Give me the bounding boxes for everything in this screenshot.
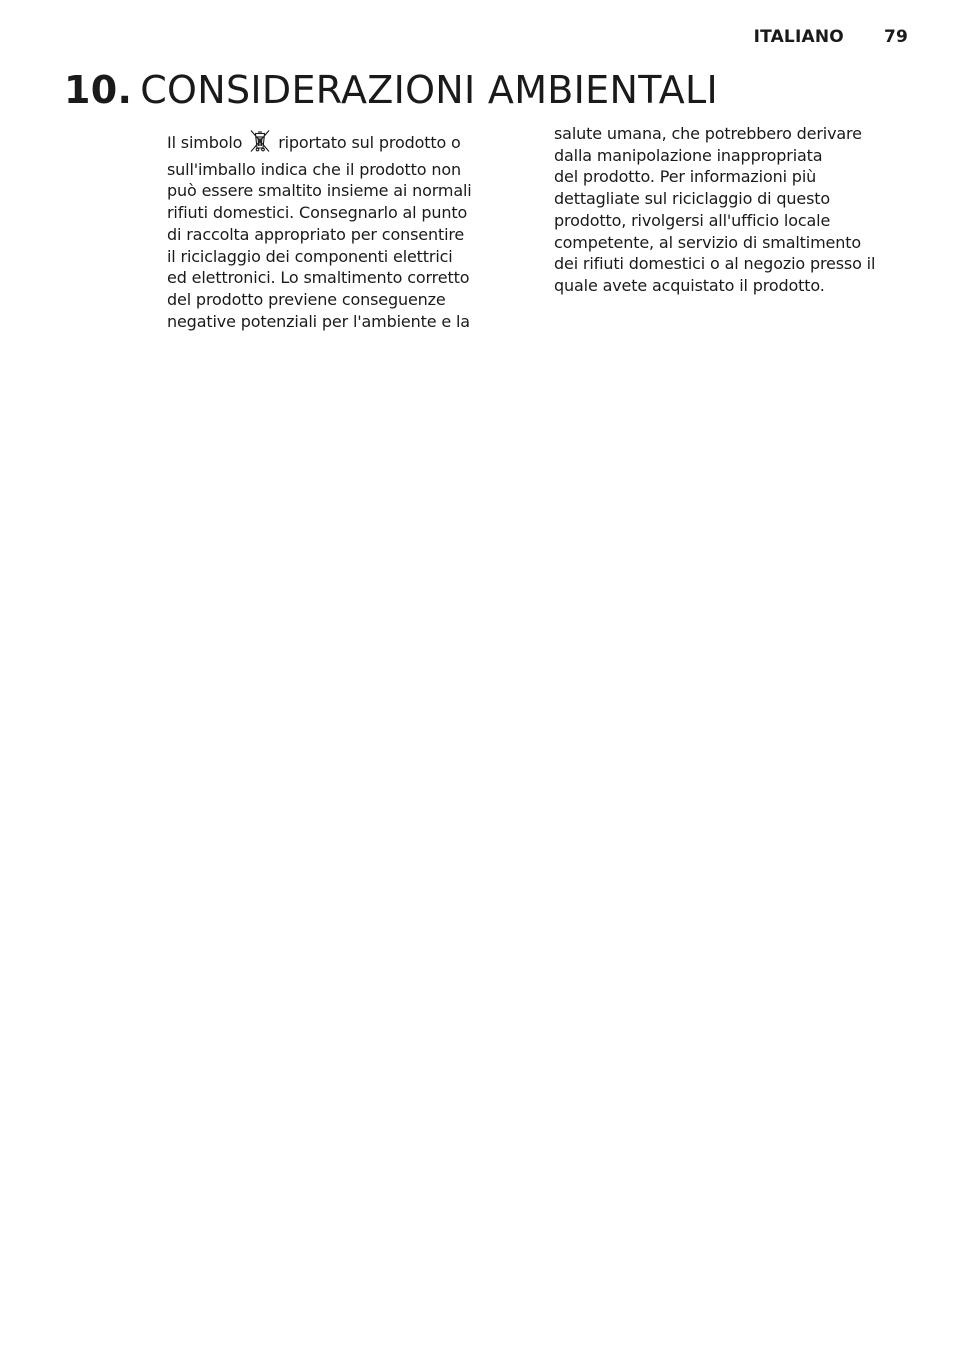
language-label: ITALIANO xyxy=(753,27,844,47)
paragraph-line: rifiuti domestici. Consegnarlo al punto xyxy=(167,203,468,223)
paragraph-line: del prodotto. Per informazioni più xyxy=(554,167,817,187)
paragraph-text: riportato sul prodotto o xyxy=(278,133,461,152)
text-column-left xyxy=(167,129,512,332)
paragraph-line xyxy=(167,129,512,159)
paragraph-line: dalla manipolazione inappropriata xyxy=(554,145,823,165)
paragraph-line: prodotto, rivolgersi all'ufficio locale xyxy=(554,210,831,230)
paragraph-line: sull'imballo indica che il prodotto non xyxy=(167,159,462,179)
paragraph-line: il riciclaggio dei componenti elettrici xyxy=(167,246,453,266)
paragraph-line: del prodotto previene conseguenze xyxy=(167,289,446,309)
paragraph-line: competente, al servizio di smaltimento xyxy=(554,232,861,252)
paragraph-line: di raccolta appropriato per consentire xyxy=(167,224,465,244)
paragraph-line: negative potenziali per l'ambiente e la xyxy=(167,311,470,331)
section-number: 10. xyxy=(64,68,133,112)
paragraph-text: Il simbolo xyxy=(167,133,243,152)
crossed-out-wheelie-bin-icon xyxy=(249,129,271,159)
text-column-right xyxy=(554,123,909,297)
paragraph-line: dettagliate sul riciclaggio di questo xyxy=(554,189,831,209)
paragraph-line: ed elettronici. Lo smaltimento corretto xyxy=(167,268,470,288)
paragraph-line: dei rifiuti domestici o al negozio presso il xyxy=(554,254,876,274)
page-number: 79 xyxy=(883,27,908,47)
paragraph-line: salute umana, che potrebbero derivare xyxy=(554,124,862,143)
page-header xyxy=(754,27,908,47)
section-title xyxy=(64,68,718,112)
section-title-text: CONSIDERAZIONI AMBIENTALI xyxy=(140,68,719,112)
paragraph-line: può essere smaltito insieme ai normali xyxy=(167,181,472,201)
paragraph-line: quale avete acquistato il prodotto. xyxy=(554,275,825,295)
